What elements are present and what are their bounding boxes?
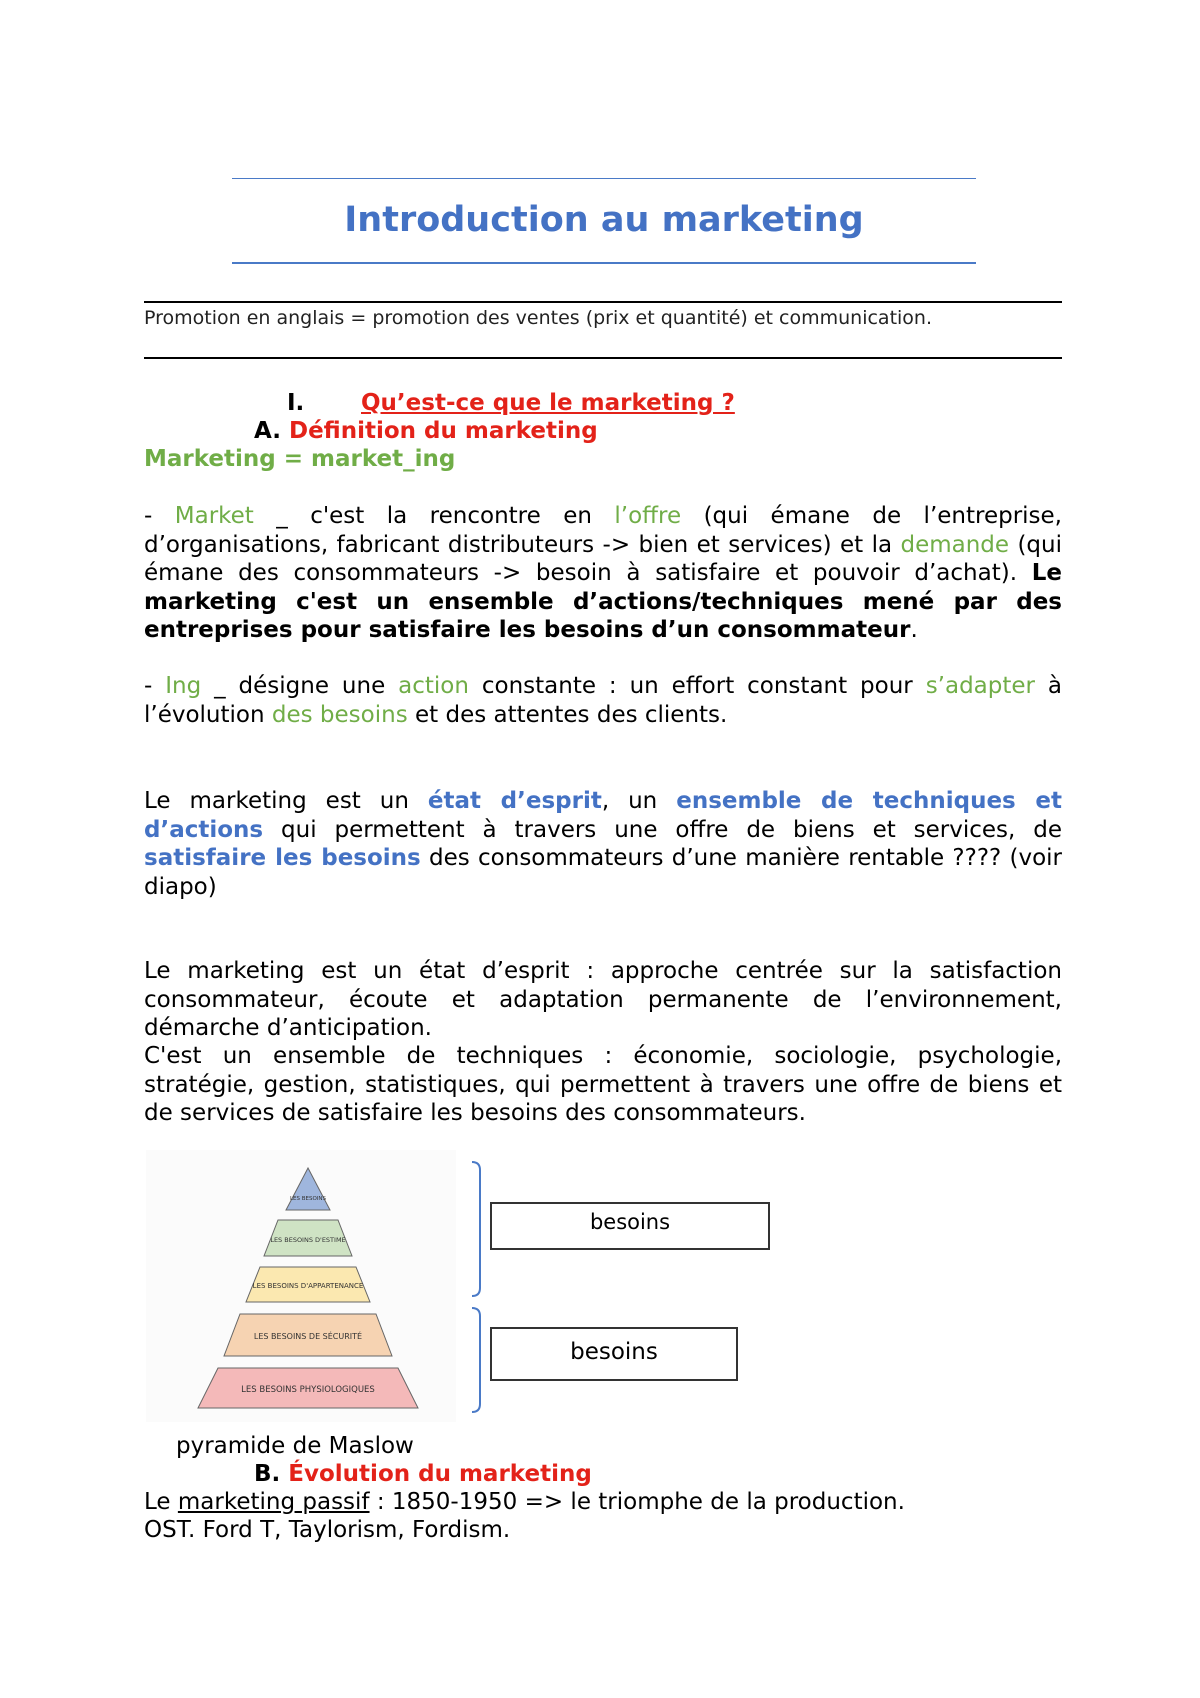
definition-paragraph bbox=[144, 787, 1062, 901]
promotion-note: Promotion en anglais = promotion des ventes (prix et quantité) et communication. bbox=[144, 307, 932, 329]
market-text-1: _ c'est la rencontre en bbox=[253, 503, 615, 529]
ing-text-3: à l’évolution bbox=[144, 673, 1063, 728]
ensemble-term: ensemble de techniques et d’actions bbox=[144, 788, 1062, 843]
note-rule-bottom bbox=[144, 357, 1062, 359]
besoins-box-upper-label: besoins bbox=[589, 1210, 671, 1234]
etat-esprit-paragraph: Le marketing est un état d’esprit : approche centrée sur la satisfaction consommateur, écoute et adaptation permanente de l’environnement, démarche d’anticipation. bbox=[144, 958, 1062, 1041]
market-text-end: . bbox=[910, 617, 918, 643]
section-numeral: I. bbox=[287, 390, 305, 416]
etat-esprit-term: état d’esprit bbox=[427, 788, 602, 814]
pyramid-level-2-label: LES BESOINS D'ESTIME bbox=[270, 1236, 346, 1244]
market-term: Market bbox=[174, 503, 254, 529]
pyramid-level-4-label: LES BESOINS DE SÉCURITÉ bbox=[253, 1332, 363, 1341]
ing-text-2: constante : un effort constant pour bbox=[468, 673, 926, 699]
besoins-box-lower bbox=[490, 1327, 738, 1381]
pyramid-level-3-label: LES BESOINS D'APPARTENANCE bbox=[252, 1282, 364, 1290]
market-paragraph bbox=[144, 502, 1062, 645]
subsection-b-title: Évolution du marketing bbox=[288, 1461, 592, 1487]
marketing-passif-term: marketing passif bbox=[177, 1489, 370, 1515]
brackets bbox=[466, 1160, 486, 1415]
ing-dash: - bbox=[144, 673, 166, 699]
market-dash: - bbox=[144, 503, 175, 529]
besoins-box-upper bbox=[490, 1202, 770, 1250]
action-term: action bbox=[398, 673, 469, 699]
lower-bracket bbox=[472, 1308, 480, 1412]
techniques-paragraph: C'est un ensemble de techniques : économie, sociologie, psychologie, stratégie, gestion, statistiques, qui permettent à travers une offre de biens et de services de satisfaire les besoins des consommateurs. bbox=[144, 1043, 1062, 1126]
ing-text-4: et des attentes des clients. bbox=[407, 701, 728, 728]
adapter-term: s’adapter bbox=[925, 673, 1035, 699]
def-text-1: Le marketing est un bbox=[144, 788, 428, 814]
marketing-formula: Marketing = market_ing bbox=[144, 446, 456, 472]
offre-term: l’offre bbox=[614, 503, 682, 529]
subsection-a-letter: A. bbox=[254, 418, 281, 444]
title-rule-top bbox=[232, 178, 976, 179]
demande-term: demande bbox=[900, 531, 1010, 558]
pyramid-level-1-label: LES BESOINS bbox=[289, 1196, 327, 1202]
pyramid-caption: pyramide de Maslow bbox=[176, 1433, 414, 1459]
ing-text-1: _ désigne une bbox=[201, 673, 399, 699]
page-title: Introduction au marketing bbox=[344, 200, 864, 240]
market-text-3: (qui émane des consommateurs -> besoin à satisfaire et pouvoir d’achat). bbox=[144, 531, 1062, 586]
section-heading bbox=[287, 389, 304, 418]
title-rule-bottom bbox=[232, 262, 976, 264]
evolution-line-2: OST. Ford T, Taylorism, Fordism. bbox=[144, 1517, 511, 1543]
def-text-2: , un bbox=[601, 788, 677, 814]
pyramid-level-5-label: LES BESOINS PHYSIOLOGIQUES bbox=[241, 1385, 375, 1395]
evolution-text-1: Le bbox=[144, 1489, 178, 1515]
subsection-a-title: Définition du marketing bbox=[288, 418, 598, 444]
ing-paragraph bbox=[144, 672, 1062, 729]
besoins-term: des besoins bbox=[271, 701, 408, 728]
market-text-2: (qui émane de l’entreprise, d’organisations, fabricant distributeurs -> bien et services) et la bbox=[144, 503, 1062, 558]
ing-term: Ing bbox=[165, 673, 202, 699]
evolution-line-1 bbox=[144, 1488, 905, 1517]
evolution-text-2: : 1850-1950 => le triomphe de la production. bbox=[369, 1489, 905, 1515]
upper-bracket bbox=[472, 1162, 480, 1296]
def-text-3: qui permettent à travers une offre de biens et services, de bbox=[263, 816, 1062, 843]
note-rule-top bbox=[144, 301, 1062, 303]
besoins-box-lower-label: besoins bbox=[570, 1339, 658, 1365]
maslow-pyramid bbox=[146, 1150, 456, 1422]
subsection-a-heading bbox=[254, 417, 598, 446]
satisfaire-term: satisfaire les besoins bbox=[144, 845, 421, 871]
section-title: Qu’est-ce que le marketing ? bbox=[361, 390, 735, 416]
def-text-4: des consommateurs d’une manière rentable ???? (voir diapo) bbox=[144, 845, 1063, 900]
subsection-b-heading bbox=[254, 1460, 592, 1489]
subsection-b-letter: B. bbox=[254, 1461, 281, 1487]
marketing-definition-bold: Le marketing c'est un ensemble d’actions/techniques mené par des entreprises pour satisfaire les besoins d’un consommateur bbox=[144, 560, 1062, 643]
